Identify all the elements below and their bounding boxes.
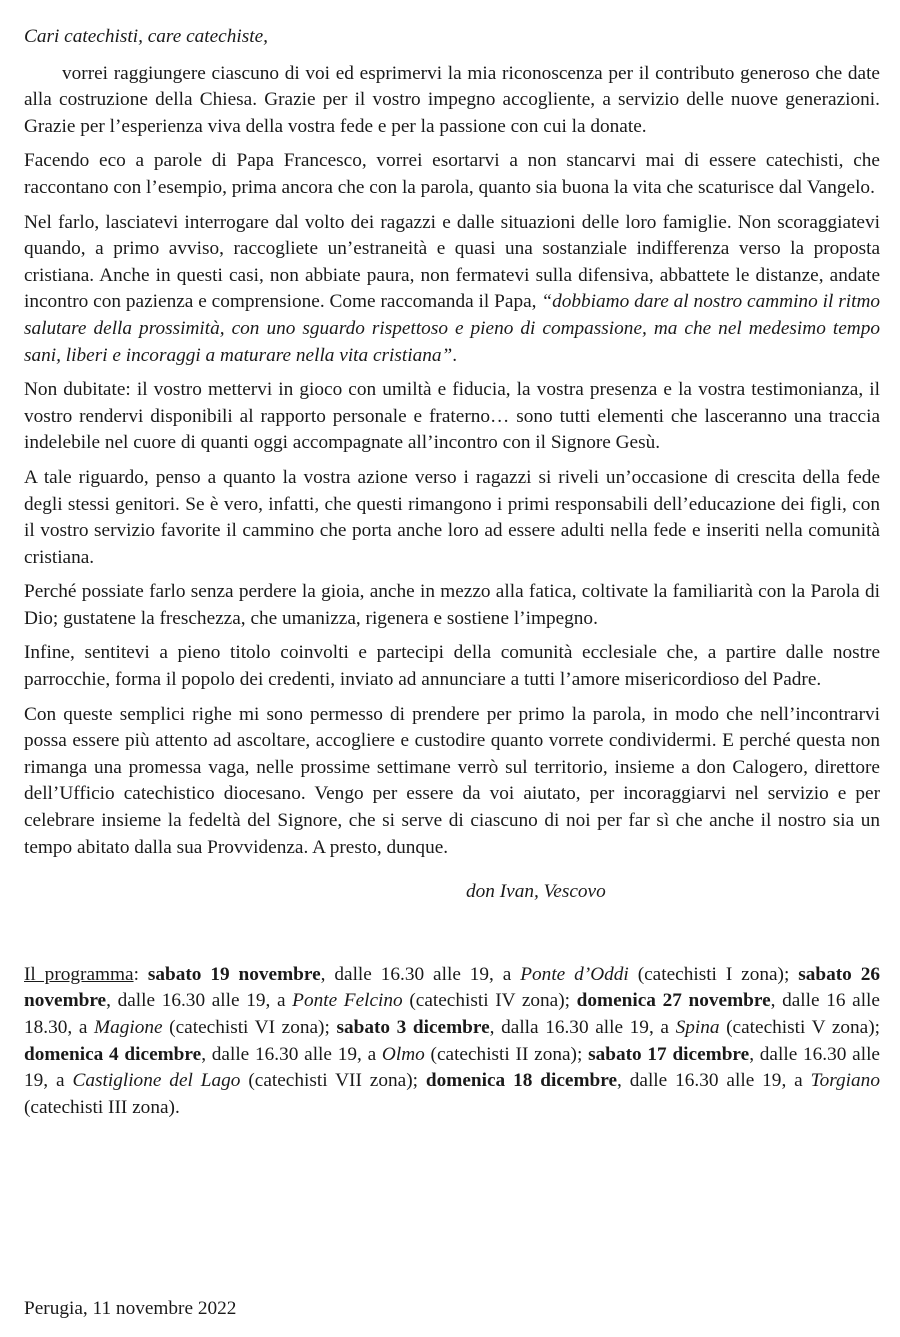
event-place: Magione <box>94 1017 163 1038</box>
event-zone: (catechisti VII zona); <box>240 1070 426 1092</box>
event-time: , dalle 16.30 alle 19, a <box>320 963 521 985</box>
program-label: Il programma <box>24 963 134 985</box>
paragraph-5: A tale riguardo, penso a quanto la vostra azione verso i ragazzi si riveli un’occasione di crescita della fede degli stessi genitori. Se è vero, infatti, che questi rimangono i primi responsabili dell’educazione dei figli, con il vostro servizio favorite il cammino che porta anche loro ad essere adulti nella fede e inseriti nella comunità cristiana. <box>24 466 880 568</box>
event-5 <box>24 1044 588 1065</box>
paragraph-6: Perché possiate farlo senza perdere la gioia, anche in mezzo alla fatica, coltivate la familiarità con la Parola di Dio; gustatene la freschezza, che umanizza, rigenera e sostiene l’impegno. <box>24 581 880 629</box>
paragraph-4: Non dubitate: il vostro mettervi in gioco con umiltà e fiducia, la vostra presenza e la vostra testimonianza, il vostro rendervi disponibili al rapporto personale e fraterno… sono tutti elementi che lasceranno una traccia indelebile nel cuore di quanti oggi accompagnate all’incontro con il Signore Gesù. <box>24 379 880 454</box>
event-zone: (catechisti III zona). <box>24 1096 180 1118</box>
event-date: sabato 3 dicembre <box>336 1017 490 1038</box>
program-schedule <box>24 962 880 1122</box>
event-date: sabato 19 novembre <box>147 963 321 985</box>
paragraph-3 <box>24 210 880 370</box>
place-date: Perugia, 11 novembre 2022 <box>24 1298 237 1319</box>
event-time: , dalle 16.30 alle 19, a <box>201 1043 382 1065</box>
event-place: Torgiano <box>810 1070 880 1092</box>
event-time: , dalle 16.30 alle 19, a <box>106 990 293 1012</box>
event-zone: (catechisti VI zona); <box>162 1017 337 1038</box>
event-date: sabato 17 dicembre <box>588 1043 750 1065</box>
event-place: Ponte d’Oddi <box>520 963 629 985</box>
event-zone: (catechisti IV zona); <box>402 990 577 1012</box>
signature: don Ivan, Vescovo <box>466 881 606 903</box>
event-time: , dalle 16 alle 18.30, a <box>24 990 880 1038</box>
event-date: domenica 4 dicembre <box>24 1043 202 1065</box>
event-place: Castiglione del Lago <box>72 1070 241 1092</box>
paragraph-8: Con queste semplici righe mi sono permesso di prendere per primo la parola, in modo che nell’incontrarvi possa essere più attento ad ascoltare, accogliere e custodire quanto vorrete condividermi. E perché questa non rimanga una promessa vaga, nelle prossime settimane verrò sul territorio, insieme a don Calogero, direttore dell’Ufficio catechistico diocesano. Vengo per essere da voi aiutato, per incoraggiarvi nel servizio e per celebrare insieme la fedeltà del Signore, che si serve di ciascuno di noi per far sì che anche il nostro sia un tempo abitato dalla sua Provvidenza. A presto, dunque. <box>24 703 880 858</box>
event-time: , dalle 16.30 alle 19, a <box>617 1070 811 1092</box>
event-time: , dalle 16.30 alle 19, a <box>24 1043 880 1092</box>
event-place: Olmo <box>381 1043 425 1065</box>
paragraph-2: Facendo eco a parole di Papa Francesco, vorrei esortarvi a non stancarvi mai di essere catechisti, che raccontano con l’esempio, prima ancora che con la parola, quanto sia buona la vita che scaturisce dal Vangelo. <box>24 150 880 198</box>
event-date: sabato 26 novembre <box>24 963 881 1012</box>
event-place: Spina <box>675 1017 720 1038</box>
event-time: , dalla 16.30 alle 19, a <box>489 1017 676 1038</box>
event-zone: (catechisti V zona); <box>719 1017 880 1038</box>
paragraph-7: Infine, sentitevi a pieno titolo coinvolti e partecipi della comunità ecclesiale che, a partire dalle nostre parrocchie, forma il popolo dei credenti, inviato ad annunciare a tutti l’amore misericordioso del Padre. <box>24 642 880 691</box>
program-separator: : <box>133 963 148 985</box>
paragraph-1: vorrei raggiungere ciascuno di voi ed esprimervi la mia riconoscenza per il contributo generoso che date alla costruzione della Chiesa. Grazie per il vostro impegno accogliente, a servizio delle nuove generazioni. Grazie per l’esperienza viva della vostra fede e per la passione con cui la donate. <box>24 62 880 137</box>
event-place: Ponte Felcino <box>292 990 403 1012</box>
paragraph-3-text: Nel farlo, lasciatevi interrogare dal volto dei ragazzi e dalle situazioni delle loro famiglie. Non scoraggiatevi quando, a primo avviso, raccogliete un’estraneità e quasi una sostanziale indifferenza verso la proposta cristiana. Anche in questi casi, non abbiate paura, non fermatevi sulla difensiva, abbattete le distanze, andate incontro con pazienza e comprensione. Come raccomanda il Papa, <box>24 211 880 313</box>
event-zone: (catechisti II zona); <box>424 1043 589 1065</box>
event-date: domenica 27 novembre <box>576 990 771 1012</box>
pope-quote: “dobbiamo dare al nostro cammino il ritmo salutare della prossimità, con uno sguardo rispettoso e pieno di compassione, ma che nel medesimo tempo sani, liberi e incoraggi a maturare nella vita cristiana” <box>24 291 881 366</box>
paragraph-3-end: . <box>452 344 458 366</box>
event-date: domenica 18 dicembre <box>425 1070 618 1092</box>
salutation: Cari catechisti, care catechiste, <box>24 26 268 47</box>
event-1 <box>148 964 798 985</box>
event-zone: (catechisti I zona); <box>628 963 799 985</box>
event-4 <box>336 1017 880 1038</box>
